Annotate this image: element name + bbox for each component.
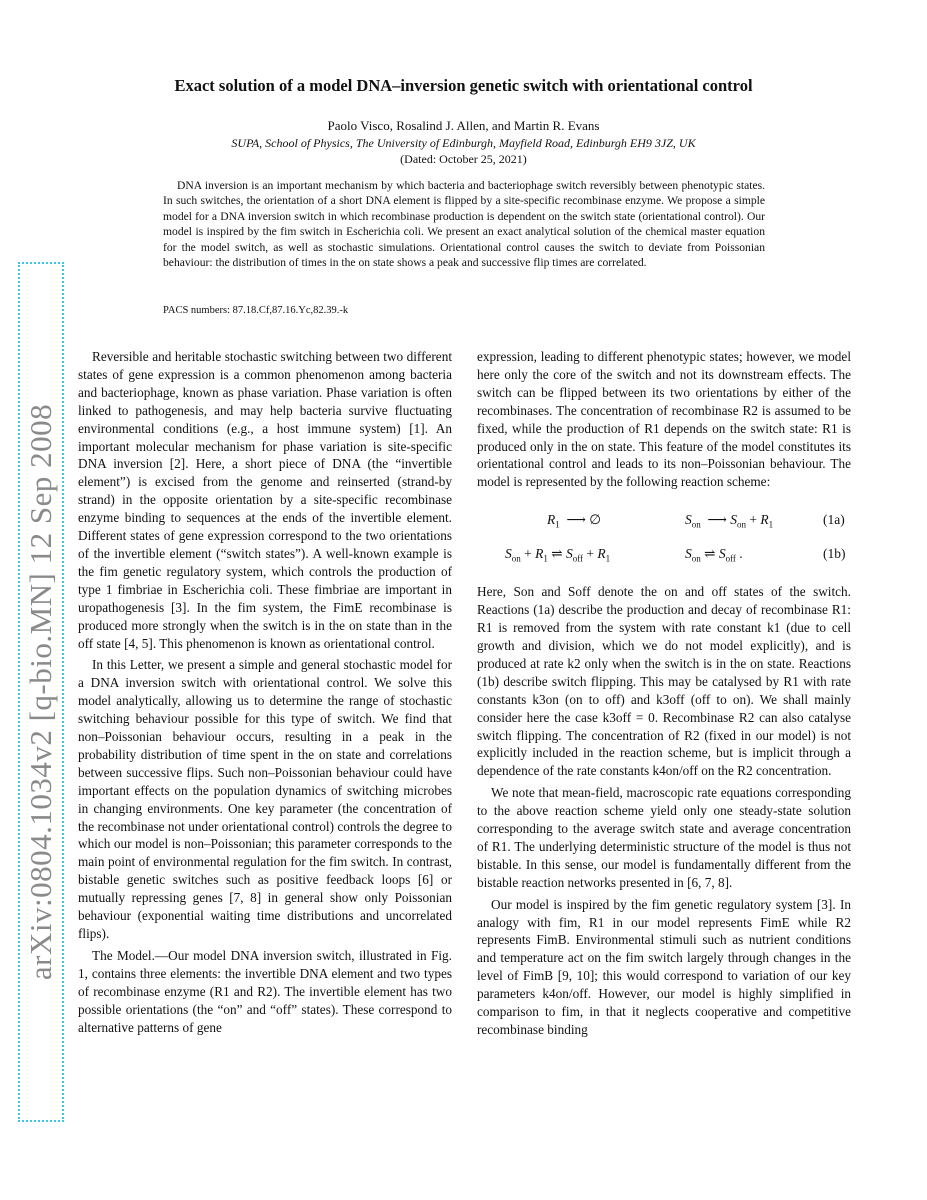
eq-1a-right: $S_{on}$ ⟶ $S_{on} + R_1$ bbox=[685, 512, 774, 530]
eq-1a-left: $R_1$ ⟶ ∅ bbox=[547, 512, 601, 530]
arxiv-side-stamp bbox=[18, 262, 64, 1122]
right-column bbox=[477, 348, 851, 1039]
eq-1a-number: (1a) bbox=[823, 512, 845, 528]
abstract-text: DNA inversion is an important mechanism by which bacteria and bacteriophage switch reversibly between phenotypic states. In such switches, the orientation of a short DNA element is flipped by a site-specific recombinase enzyme. We propose a simple model for a DNA inversion switch in which recombinase production is dependent on the switch state (orientational control). Our model is inspired by the fim switch in Escherichia coli. We present an exact analytical solution of the chemical master equation for the model switch, as well as stochastic simulations. Orientational control causes the switch to deviate from Poissonian behaviour: the distribution of times in the on state shows a peak and successive flip times are correlated. bbox=[163, 179, 765, 270]
arxiv-identifier: arXiv:0804.1034v2 [q-bio.MN] 12 Sep 2008 bbox=[23, 403, 58, 981]
fim-paragraph: Our model is inspired by the fim genetic regulatory system [3]. In analogy with fim, R1 in our model represents FimE while R2 represents FimB. Environmental stimuli such as nutrient conditions and temperature act on the fim switch largely through changes in the level of FimB [9, 10]; this would correspond to variation of our key parameters k4on/off. However, our model is highly simplified in comparison to fim, in that it neglects cooperative and competitive recombinase binding bbox=[477, 896, 851, 1037]
eq-1b-number: (1b) bbox=[823, 546, 846, 562]
eq-1b-right: $S_{on}$ ⇌ $S_{off}$ . bbox=[685, 546, 743, 564]
reactions-paragraph: Here, Son and Soff denote the on and off states of the switch. Reactions (1a) describe the production and decay of recombinase R1: R1 is removed from the system with rate constant k1 (due to cell growth and division, which we do not model explicitly), and is produced at rate k2 only when the switch is in the on state. Reactions (1b) describe switch flipping. This may be catalysed by R1 with rate constants k3on (on to off) and k3off (off to on). We shall mainly consider here the case k3off = 0. Recombinase R2 can also catalyse switch flipping. The concentration of R2 (fixed in our model) is not explicitly included in the reaction scheme, but is implicit through a dependence of the rate constants k4on/off on the R2 concentration. bbox=[477, 584, 851, 779]
left-column bbox=[78, 348, 452, 1036]
mean-field-paragraph: We note that mean-field, macroscopic rate equations corresponding to the above reaction scheme yield only one steady-state solution corresponding to the average switch state and average concentration of R1. The underlying deterministic structure of the model is thus not bistable. In this sense, our model is fundamentally different from the bistable reaction networks presented in [6, 7, 8]. bbox=[477, 785, 851, 890]
date-line: (Dated: October 25, 2021) bbox=[400, 152, 527, 166]
affiliation: SUPA, School of Physics, The University of Edinburgh, Mayfield Road, Edinburgh EH9 3JZ, UK bbox=[231, 136, 696, 150]
eq-1b-left: $S_{on} + R_1$ ⇌ $S_{off} + R_1$ bbox=[505, 546, 611, 564]
intro-paragraph: Reversible and heritable stochastic switching between two different states of gene expression is a common phenomenon among bacteria and bacteriophage, known as phase variation. Phase variation is often linked to pathogenesis, and may help bacteria survive fluctuating environmental conditions (e.g., a host immune system) [1]. An important molecular mechanism for phase variation is site-specific DNA inversion [2]. Here, a short piece of DNA (the “invertible element”) is excised from the genome and reinserted (strand-by strand) in the opposite orientation by a site-specific recombinase enzyme binding to sequences at the ends of the invertible element. Different states of gene expression correspond to the two orientations of the invertible element (“switch states”). A well-known example is the fim genetic regulatory system, which controls the production of type 1 fimbriae in Escherichia coli. These fimbriae are important in uropathogenesis [3]. In the fim system, the FimE recombinase is produced more strongly when the switch is in the on state than in the off state [4, 5]. This phenomenon is known as orientational control. bbox=[78, 349, 452, 651]
abstract bbox=[163, 178, 765, 270]
paper-title: Exact solution of a model DNA–inversion genetic switch with orientational control bbox=[174, 76, 753, 95]
model-paragraph: The Model.—Our model DNA inversion switch, illustrated in Fig. 1, contains three elements: the invertible DNA element and two types of recombinase enzyme (R1 and R2). The invertible element has two possible orientations (the “on” and “off” states). These correspond to alternative patterns of gene bbox=[78, 947, 452, 1035]
letter-paragraph: In this Letter, we present a simple and general stochastic model for a DNA inversion switch with orientational control. We solve this model analytically, allowing us to determine the range of stochastic switching behaviour possible for this type of switch. We find that non–Poissonian behaviour occurs, resulting in a peak in the probability distribution of time spent in the on state and correlations between successive flips. Such non–Poissonian behaviour could have important effects on the population dynamics of switching microbes in changing environments. One key parameter (the concentration of the recombinase not under orientational control) controls the degree to which our model is non–Poissonian; this parameter corresponds to the main point of environmental regulation for the fim switch. In contrast, bistable genetic switches such as positive feedback loops [6] or mutually repressing genes [7, 8] in general show only Poissonian behaviour (exponential waiting time distributions and uncorrelated flips). bbox=[78, 657, 452, 941]
authors: Paolo Visco, Rosalind J. Allen, and Martin R. Evans bbox=[327, 118, 600, 133]
equation-1b bbox=[477, 539, 851, 573]
equation-1a bbox=[477, 505, 851, 539]
expression-paragraph: expression, leading to different phenotypic states; however, we model here only the core of the switch and not its downstream effects. The switch can be flipped between its two orientations by either of the recombinases. The concentration of recombinase R2 is assumed to be fixed, while the production of R1 depends on the switch state: R1 is produced only in the on state. This feature of the model constitutes its orientational control and leads to its non–Poissonian behaviour. The model is represented by the following reaction scheme: bbox=[477, 349, 851, 490]
pacs-numbers: PACS numbers: 87.18.Cf,87.16.Yc,82.39.-k bbox=[163, 305, 349, 316]
